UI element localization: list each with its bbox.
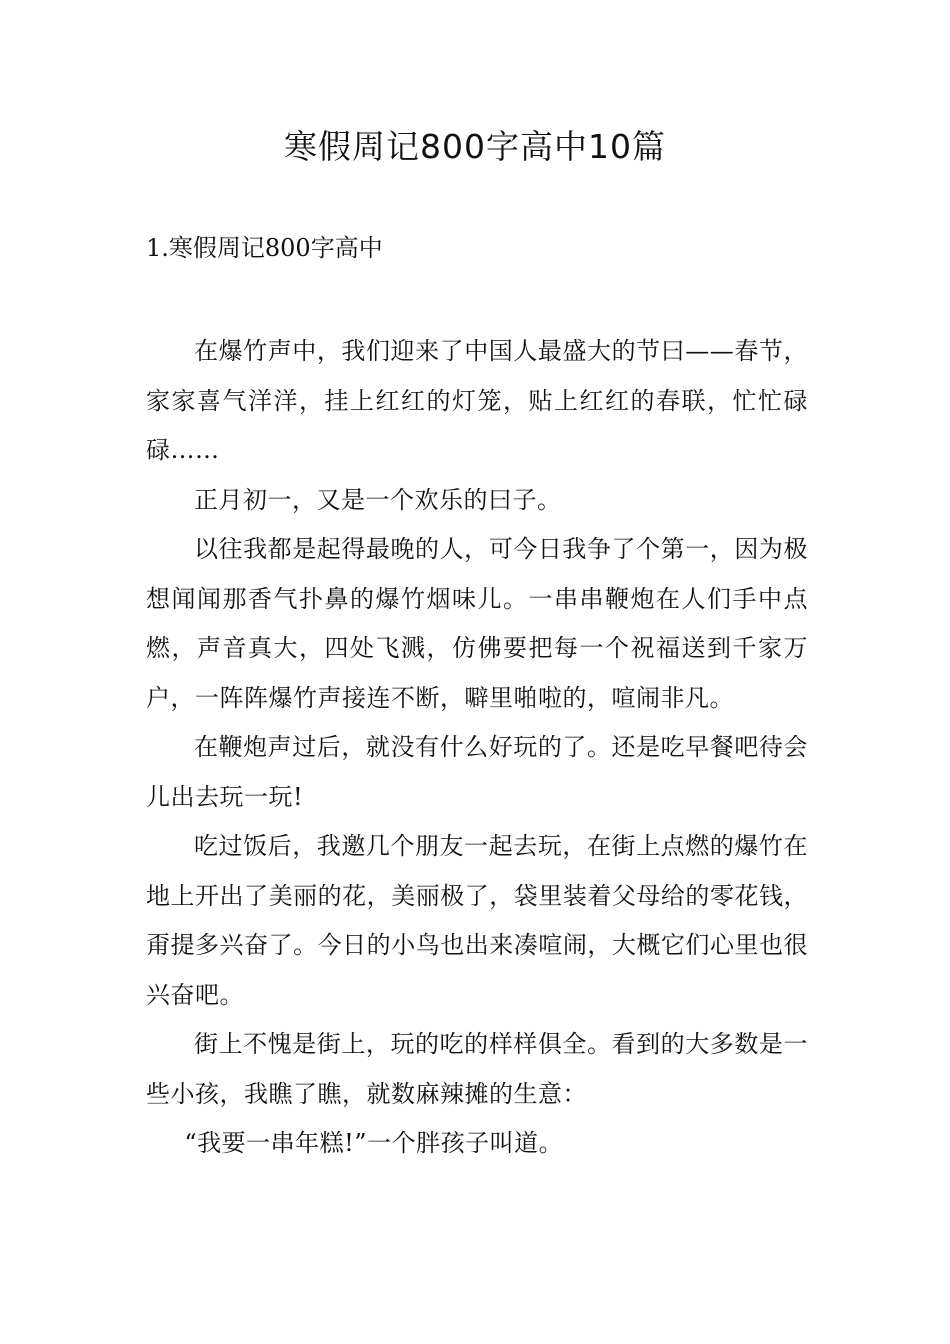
paragraph: “我要一串年糕!”一个胖孩子叫道。 [184, 1129, 564, 1157]
paragraph: 在爆竹声中，我们迎来了中国人最盛大的节曰——春节，家家喜气洋洋，挂上红红的灯笼，贴上红红的春联，忙忙碌碌…… [146, 337, 808, 464]
page-title: 寒假周记800字高中10篇 [284, 127, 666, 166]
paragraph: 吃过饭后，我邀几个朋友一起去玩，在街上点燃的爆竹在地上开出了美丽的花，美丽极了，袋里装着父母给的零花钱，甭提多兴奋了。今日的小鸟也出来凑喧闹，大概它们心里也很兴奋吧。 [146, 832, 808, 1009]
paragraph: 正月初一，又是一个欢乐的曰子。 [194, 485, 562, 514]
paragraph: 在鞭炮声过后，就没有什么好玩的了。还是吃早餐吧待会儿出去玩一玩! [146, 733, 808, 811]
article-body [146, 327, 808, 1169]
section-heading: 1.寒假周记800字高中 [146, 234, 383, 262]
paragraph: 以往我都是起得最晚的人，可今日我争了个第一，因为极想闻闻那香气扑鼻的爆竹烟味儿。一串串鞭炮在人们手中点燃，声音真大，四处飞溅，仿佛要把每一个祝福送到千家万户，一阵阵爆竹声接连不断，噼里啪啦的，喧闹非凡。 [146, 535, 808, 712]
paragraph: 街上不愧是街上，玩的吃的样样俱全。看到的大多数是一些小孩，我瞧了瞧，就数麻辣摊的生意： [146, 1030, 808, 1108]
